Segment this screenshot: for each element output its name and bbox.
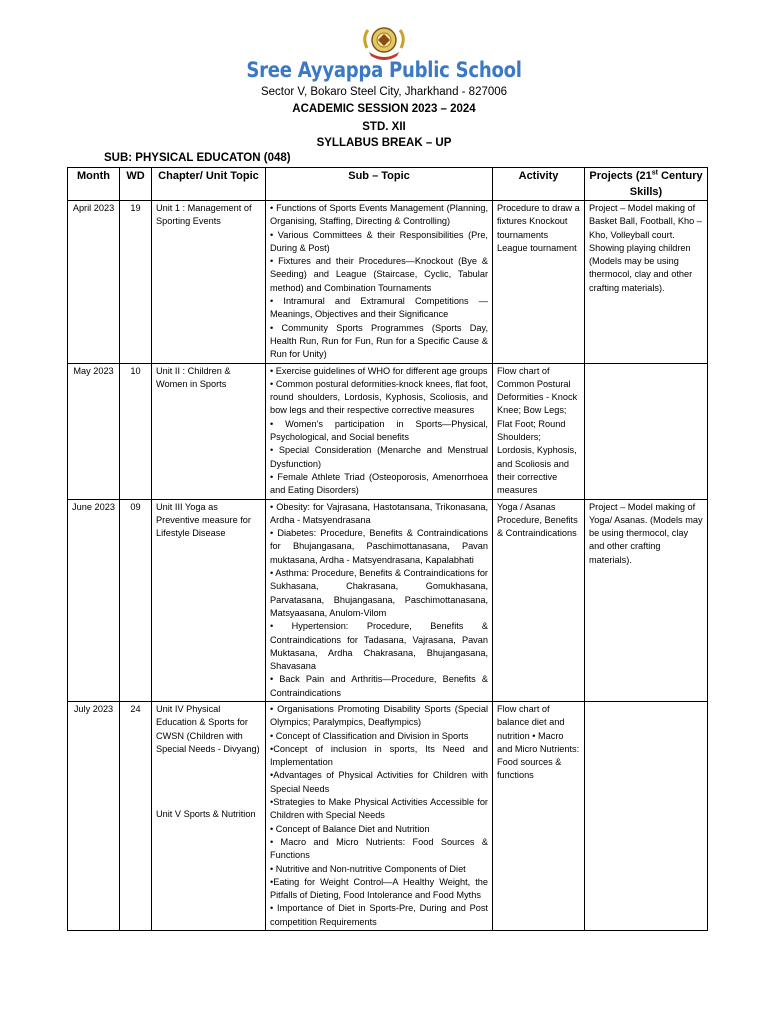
school-name: Sree Ayyappa Public School [246,58,522,82]
column-header-activity: Activity [493,168,585,201]
table-header-row [68,168,708,201]
subtopic-item: • Hypertension: Procedure, Benefits & Contraindications for Tadasana, Vajrasana, Pavan Muktasana, Ardha Chakrasana, Bhujangasana, Shavasana [270,621,488,672]
subtopic-item: • Importance of Diet in Sports-Pre, During and Post competition Requirements [270,903,488,927]
wd-cell: 19 [120,201,152,364]
standard: STD. XII [362,121,406,133]
column-header-chapter: Chapter/ Unit Topic [152,168,266,201]
chapter-cell: Unit II : Children & Women in Sports [152,363,266,499]
chapter-cell [152,701,266,930]
month-cell: May 2023 [68,363,120,499]
table-row [68,499,708,701]
subject-line: SUB: PHYSICAL EDUCATON (048) [104,152,291,164]
school-logo [359,22,409,62]
subtopic-cell [266,201,493,364]
wd-cell: 09 [120,499,152,701]
subtopic-item: • Concept of Classification and Division in Sports [270,730,469,741]
subtopic-item: • Organisations Promoting Disability Sports (Special Olympics; Paralympics, Deaflympics) [270,703,488,728]
subtopic-item: • Special Consideration (Menarche and Menstrual Dysfunction) [270,445,488,469]
activity-cell: Flow chart of Common Postural Deformities - Knock Knee; Bow Legs; Flat Foot; Round Shoulders; Lordosis, Kyphosis, and Scoliosis and their corrective measures [493,363,585,499]
wd-cell: 10 [120,363,152,499]
wd-cell: 24 [120,701,152,930]
subtopic-item: • Common postural deformities-knock knees, flat foot, round shoulders, Lordosis, Kyphosis, Scoliosis, and bow legs and their respective corrective measures [270,378,488,416]
subtopic-cell [266,701,493,930]
projects-header-text: Projects (21 [589,170,652,182]
academic-session: ACADEMIC SESSION 2023 – 2024 [292,103,476,115]
activity-cell: Flow chart of balance diet and nutrition • Macro and Micro Nutrients: Food sources & functions [493,701,585,930]
chapter-cell: Unit III Yoga as Preventive measure for Lifestyle Disease [152,499,266,701]
subtopic-item: • Community Sports Programmes (Sports Day, Health Run, Run for Fun, Run for a Specific Cause & Run for Unity) [270,322,488,360]
column-header-month: Month [68,168,120,201]
projects-cell [585,363,708,499]
subtopic-cell [266,363,493,499]
subtopic-item: • Fixtures and their Procedures—Knockout (Bye & Seeding) and League (Staircase, Cyclic, Tabular method) and Combination Tournaments [270,256,488,293]
subtopic-item: • Intramural and Extramural Competitions — Meanings, Objectives and their Significance [270,296,488,320]
chapter-unit-v: Unit V Sports & Nutrition [156,809,256,820]
subtopic-item: • Nutritive and Non-nutritive Components of Diet [270,863,466,874]
projects-cell: Project – Model making of Basket Ball, Football, Kho – Kho, Volleyball court. Showing playing children (Models may be using thermocol, clay and other crafting materials). [585,201,708,364]
projects-cell [585,701,708,930]
syllabus-table [67,167,708,931]
subtopic-item: • Female Athlete Triad (Osteoporosis, Amenorrhoea and Eating Disorders) [270,471,488,496]
subtopic-cell [266,499,493,701]
table-row [68,701,708,930]
subtopic-item: • Diabetes: Procedure, Benefits & Contraindications for Bhujangasana, Paschimottanasana, Pavan muktasana, Ardha - Matsyendrasana, Kapalabhati [270,528,488,565]
column-header-projects [585,168,708,201]
column-header-wd: WD [120,168,152,201]
column-header-subtopic: Sub – Topic [266,168,493,201]
month-cell: July 2023 [68,701,120,930]
chapter-cell: Unit 1 : Management of Sporting Events [152,201,266,364]
subtopic-item: • Exercise guidelines of WHO for different age groups [270,365,488,376]
chapter-unit-iv: Unit IV Physical Education & Sports for CWSN (Children with Special Needs - Divyang) [156,703,260,754]
month-cell: April 2023 [68,201,120,364]
school-address: Sector V, Bokaro Steel City, Jharkhand - 827006 [260,86,508,98]
activity-cell: Yoga / Asanas Procedure, Benefits & Contraindications [493,499,585,701]
activity-cell: Procedure to draw a fixtures Knockout tournaments League tournament [493,201,585,364]
subtopic-item: • Women's participation in Sports—Physical, Psychological, and Social benefits [270,418,488,443]
subtopic-item: • Asthma: Procedure, Benefits & Contraindications for Sukhasana, Chakrasana, Gomukhasana, Parvatasana, Bhujangasana, Paschimottanasana, Matsyaasana, Anulom-Vilom [270,568,488,618]
subtopic-item: •Strategies to Make Physical Activities Accessible for Children with Special Needs [270,797,488,821]
projects-header-text-end: Century Skills) [629,170,703,198]
subtopic-item: • Obesity: for Vajrasana, Hastotansana, Trikonasana, Ardha - Matsyendrasana [270,501,488,525]
document-title: SYLLABUS BREAK – UP [316,137,452,149]
subtopic-item: •Advantages of Physical Activities for Children with Special Needs [270,770,488,794]
table-row [68,201,708,364]
month-cell: June 2023 [68,499,120,701]
subtopic-item: • Macro and Micro Nutrients: Food Sources & Functions [270,836,488,861]
projects-header-superscript: st [651,169,658,177]
subtopic-item: • Back Pain and Arthritis—Procedure, Benefits & Contraindications [270,674,488,698]
subtopic-item: • Concept of Balance Diet and Nutrition [270,823,430,834]
table-row [68,363,708,499]
subtopic-item: •Concept of inclusion in sports, Its Need and Implementation [270,743,488,768]
subtopic-item: • Various Committees & their Responsibilities (Pre, During & Post) [270,229,488,253]
subtopic-item: •Eating for Weight Control—A Healthy Weight, the Pitfalls of Dieting, Food Intolerance and Food Myths [270,876,488,901]
projects-cell: Project – Model making of Yoga/ Asanas. (Models may be using thermocol, clay and other crafting materials). [585,499,708,701]
subtopic-item: • Functions of Sports Events Management (Planning, Organising, Staffing, Directing & Controlling) [270,203,488,227]
